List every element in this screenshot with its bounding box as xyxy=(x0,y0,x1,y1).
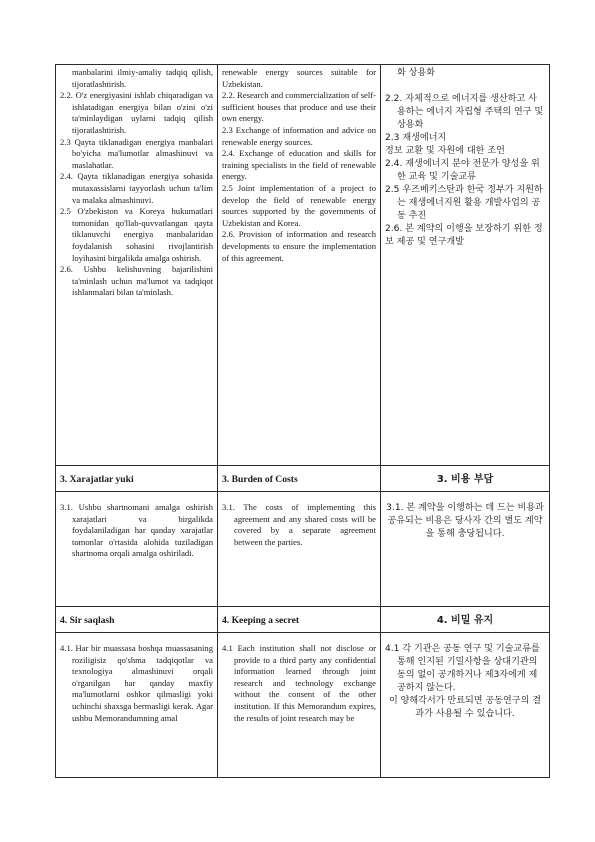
uz-section-4-body-cell xyxy=(56,633,218,778)
ko-clause-2-4: 2.4. 재생에너지 분야 전문가 양성을 위한 교육 및 기술교류 xyxy=(385,159,540,182)
en-clause-3-1: 3.1. The costs of implementing this agreement and any shared costs will be covered by a separate agreement between the parties. xyxy=(222,502,376,547)
ko-clause-2-5: 2.5 우즈베키스탄과 한국 정부가 지원하는 재생에너지원 활용 개발사업의 공동 추진 xyxy=(385,185,543,221)
en-clause-2-3: 2.3 Exchange of information and advice on renewable energy sources. xyxy=(222,124,376,147)
trilingual-document-table xyxy=(55,64,550,778)
uzbek-column-section-2 xyxy=(56,65,218,466)
section-3-heading-row xyxy=(56,466,550,492)
ko-section-4-title: 4. 비밀 유지 xyxy=(436,615,494,626)
uz-section-3-body-cell xyxy=(56,492,218,607)
ko-section-3-title: 3. 비용 부담 xyxy=(436,474,494,485)
en-section-3-cell xyxy=(218,466,381,492)
uz-clause-2-2: 2.2. O'z energiyasini ishlab chiqaradigan va ishlatadigan energiya bilan o'zini o'zi ta'minlaydigan uylarni tadqiq qilish tijoratlashtirish. xyxy=(60,90,213,135)
en-clause-2-5: 2.5 Joint implementation of a project to develop the field of renewable energy sources supported by the governments of Uzbekistan and Korea. xyxy=(222,182,376,228)
uz-clause-2-4: 2.4. Qayta tiklanadigan energiya sohasida mutaxassislarni tayyorlash uchun ta'lim va malaka almashinuvi. xyxy=(60,171,213,205)
ko-section-3-cell xyxy=(381,466,550,492)
section-3-body-row xyxy=(56,492,550,607)
en-section-3-title: 3. Burden of Costs xyxy=(222,474,298,485)
en-section-4-body-cell xyxy=(218,633,381,778)
uz-clause-2-5: 2.5 O'zbekiston va Koreya hukumatlari tomonidan qo'llab-quvvatlangan qayta tiklanuvchi energiya manbalaridan foydalanish sohasini rivojlantirish loyihasini birgalikda amalga oshirish. xyxy=(60,206,213,263)
en-section-3-body-cell xyxy=(218,492,381,607)
ko-clause-4-1: 4.1 각 기관은 공동 연구 및 기술교류를 통해 인지된 기밀사항을 상대기관의 동의 없이 공개하거나 제3자에게 제공하지 않는다. xyxy=(385,644,540,693)
ko-section-4-body-cell xyxy=(381,633,550,778)
section-4-body-row xyxy=(56,633,550,778)
ko-clause-2-2: 2.2. 자체적으로 에너지를 생산하고 사용하는 에너지 자립형 주택의 연구 및 상용화 xyxy=(385,94,544,130)
en-section-4-cell xyxy=(218,607,381,633)
uz-section-4-title: 4. Sir saqlash xyxy=(60,615,115,626)
ko-clause-2-3: 2.3 재생에너지 xyxy=(385,133,447,143)
uz-clause-2-3: 2.3 Qayta tiklanadigan energiya manbalari bo'yicha ma'lumotlar almashinuvi va maslahatlar. xyxy=(60,136,213,170)
section-4-heading-row xyxy=(56,607,550,633)
uz-clause-3-1: 3.1. Ushbu shartnomani amalga oshirish xarajatlari va birgalikda foydalaniladigan har qanday xarajatlar tomonlar o'rtasida alohida tuziladigan shartnoma orqali amalga oshiriladi. xyxy=(60,502,213,559)
en-section-4-title: 4. Keeping a secret xyxy=(222,615,300,626)
uz-clause-2-6: 2.6. Ushbu kelishuvning bajarilishini ta'minlash uchun ma'lumot va tadqiqot ishlanmalari bilan ta'minlash. xyxy=(60,264,213,298)
english-column-section-2 xyxy=(218,65,381,466)
section-2-row xyxy=(56,65,550,466)
en-clause-2-6: 2.6. Provision of information and research developments to ensure the implementation of this agreement. xyxy=(222,229,376,263)
ko-clause-2-3-cont: 정보 교환 및 자원에 대한 조언 xyxy=(385,146,505,156)
ko-clause-2-6: 2.6. 본 계약의 이행을 보장하기 위한 정보 제공 및 연구개발 xyxy=(385,224,543,247)
uz-section-3-cell xyxy=(56,466,218,492)
ko-section-4-cell xyxy=(381,607,550,633)
uz-section-4-cell xyxy=(56,607,218,633)
uz-clause-4-1: 4.1. Har bir muassasa boshqa muassasaning roziligisiz qo'shma tadqiqotlar va texnologiya almashinuvi orqali o'rganilgan har qanday maxfiy ma'lumotlarni oshkor qilmasligi yoki uchinchi shaxsga bermasligi kerak. Agar ushbu Memorandumning amal xyxy=(60,643,213,723)
en-clause-2-1-end: renewable energy sources suitable for Uzbekistan. xyxy=(222,67,376,89)
ko-clause-3-1: 3.1. 본 계약을 이행하는 데 드는 비용과 공유되는 비용은 당사자 간의 별도 계약을 통해 충당됩니다. xyxy=(386,503,544,539)
uz-clause-2-1-end: manbalarini ilmiy-amaliy tadqiq qilish, tijoratlashtirish. xyxy=(72,67,213,89)
en-clause-4-1: 4.1 Each institution shall not disclose or provide to a third party any confidential information learned through joint research and technology exchange without the consent of the other institution. If this Memorandum expires, the results of joint research may be xyxy=(222,643,376,723)
korean-column-section-2 xyxy=(381,65,550,466)
uz-section-3-title: 3. Xarajatlar yuki xyxy=(60,474,134,485)
en-clause-2-2: 2.2. Research and commercialization of self-sufficient houses that produce and use their own energy. xyxy=(222,90,376,124)
ko-clause-2-1-end: 화 상용화 xyxy=(397,68,436,78)
ko-clause-4-1-cont: 이 양해각서가 만료되면 공동연구의 결과가 사용될 수 있습니다. xyxy=(388,696,542,719)
en-clause-2-4: 2.4. Exchange of education and skills for training specialists in the field of renewable energy. xyxy=(222,148,376,182)
ko-section-3-body-cell xyxy=(381,492,550,607)
